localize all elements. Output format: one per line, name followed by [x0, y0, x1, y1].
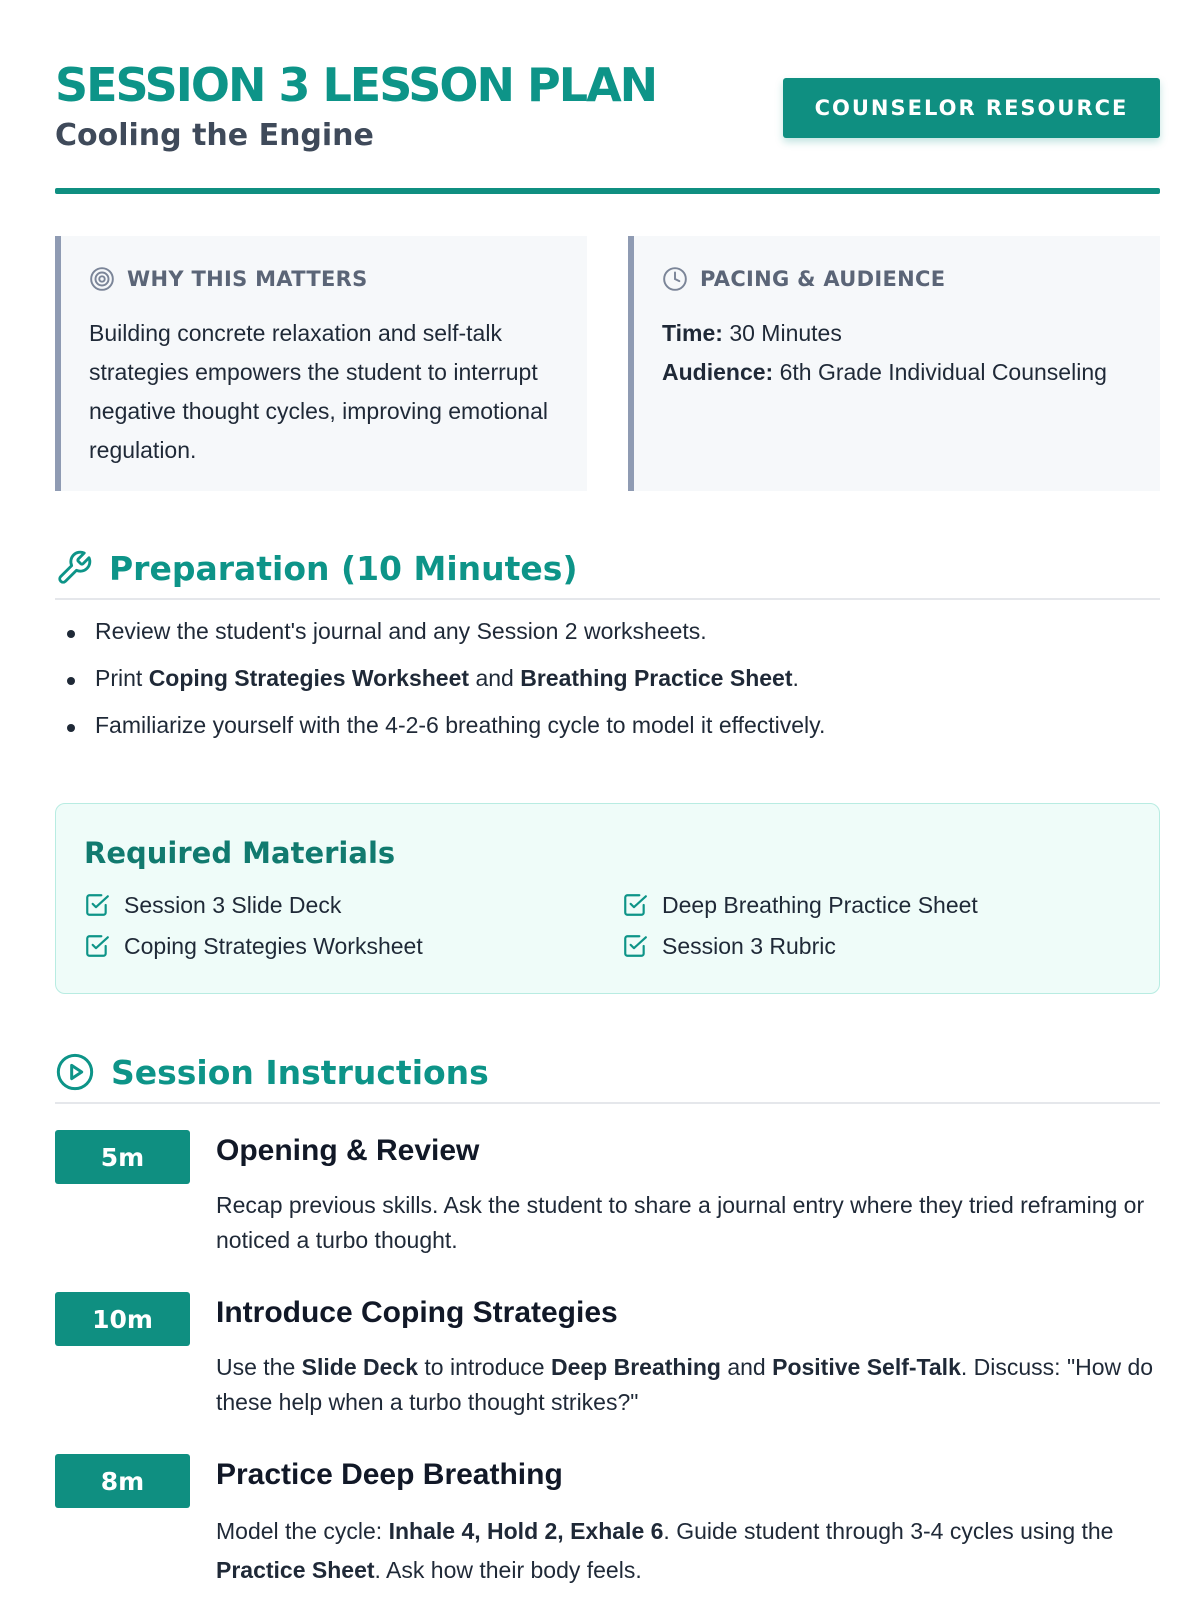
text-run: . Discuss: "How do these help when a turbo thought strikes?" — [216, 1354, 1154, 1415]
pacing-time-line — [662, 314, 1132, 353]
preparation-heading — [55, 548, 1160, 600]
text-run: . Guide student through 3-4 cycles using the — [663, 1518, 1114, 1544]
step-time-badge: 5m — [55, 1130, 190, 1184]
checkbox-icon — [622, 892, 648, 918]
page-subtitle: Cooling the Engine — [55, 118, 374, 153]
pacing-card-heading — [662, 266, 1132, 292]
step-title: Practice Deep Breathing — [216, 1458, 563, 1491]
material-item — [622, 931, 1102, 961]
emphasis-text: Slide Deck — [301, 1354, 418, 1380]
text-run: and — [720, 1354, 773, 1380]
preparation-item — [55, 665, 825, 712]
why-card-body: Building concrete relaxation and self-talk strategies empowers the student to interrupt negative thought cycles, improving emotional regulation. — [89, 320, 548, 463]
text-run: and — [469, 665, 521, 691]
text-run: . — [792, 665, 799, 691]
text-run: Review the student's journal and any Session 2 worksheets. — [95, 618, 707, 644]
text-run: Familiarize yourself with the 4-2-6 breathing cycle to model it effectively. — [95, 712, 826, 738]
emphasis-text: Coping Strategies Worksheet — [148, 665, 470, 691]
instructions-heading — [55, 1052, 1160, 1104]
step-description — [216, 1188, 1160, 1258]
pacing-card-body — [662, 314, 1132, 392]
material-item — [84, 931, 622, 961]
material-item — [84, 890, 622, 920]
header-divider — [55, 188, 1160, 194]
why-this-matters-card — [55, 236, 587, 491]
audience-label: Audience: — [662, 359, 774, 385]
info-cards — [55, 236, 1160, 491]
page-title: SESSION 3 LESSON PLAN — [55, 58, 657, 112]
why-card-heading — [89, 266, 559, 292]
clock-icon — [662, 266, 688, 292]
pacing-audience-line — [662, 353, 1132, 392]
text-run: . Ask how their body feels. — [374, 1557, 642, 1583]
wrench-icon — [55, 549, 93, 587]
materials-list — [84, 890, 1131, 961]
emphasis-text: Practice Sheet — [216, 1557, 375, 1583]
time-value: 30 Minutes — [722, 320, 842, 346]
why-card-heading-label: WHY THIS MATTERS — [127, 267, 368, 291]
checkbox-icon — [84, 892, 110, 918]
checkbox-icon — [622, 933, 648, 959]
pacing-audience-card — [628, 236, 1160, 491]
checkbox-icon — [84, 933, 110, 959]
preparation-list — [55, 618, 825, 759]
step-title: Opening & Review — [216, 1134, 480, 1167]
audience-value: 6th Grade Individual Counseling — [773, 359, 1107, 385]
pacing-card-heading-label: PACING & AUDIENCE — [700, 267, 946, 291]
step-title: Introduce Coping Strategies — [216, 1296, 618, 1329]
text-run: to introduce — [418, 1354, 551, 1380]
material-item — [622, 890, 1102, 920]
text-run: Recap previous skills. Ask the student to share a journal entry where they tried reframing or noticed a turbo thought. — [216, 1192, 1145, 1253]
required-materials-box — [55, 803, 1160, 994]
time-label: Time: — [662, 320, 723, 346]
instructions-heading-label: Session Instructions — [111, 1052, 489, 1092]
play-circle-icon — [55, 1052, 95, 1092]
step-time-badge: 10m — [55, 1292, 190, 1346]
text-run: Print — [95, 665, 149, 691]
target-icon — [89, 266, 115, 292]
materials-heading: Required Materials — [84, 836, 396, 870]
preparation-item — [55, 618, 825, 665]
emphasis-text: Positive Self-Talk — [772, 1354, 961, 1380]
step-description — [216, 1350, 1160, 1420]
material-label: Session 3 Rubric — [662, 932, 836, 959]
text-run: Model the cycle: — [216, 1518, 389, 1544]
preparation-heading-label: Preparation (10 Minutes) — [109, 548, 578, 588]
preparation-item — [55, 712, 825, 759]
material-label: Session 3 Slide Deck — [124, 891, 342, 918]
counselor-resource-badge: COUNSELOR RESOURCE — [783, 78, 1160, 138]
emphasis-text: Breathing Practice Sheet — [520, 665, 793, 691]
step-description — [216, 1512, 1160, 1590]
step-time-badge: 8m — [55, 1454, 190, 1508]
material-label: Deep Breathing Practice Sheet — [662, 891, 978, 918]
header — [55, 0, 1160, 195]
emphasis-text: Deep Breathing — [550, 1354, 721, 1380]
text-run: Use the — [216, 1354, 302, 1380]
material-label: Coping Strategies Worksheet — [124, 932, 423, 959]
lesson-plan-page — [55, 0, 1160, 1583]
emphasis-text: Inhale 4, Hold 2, Exhale 6 — [388, 1518, 664, 1544]
